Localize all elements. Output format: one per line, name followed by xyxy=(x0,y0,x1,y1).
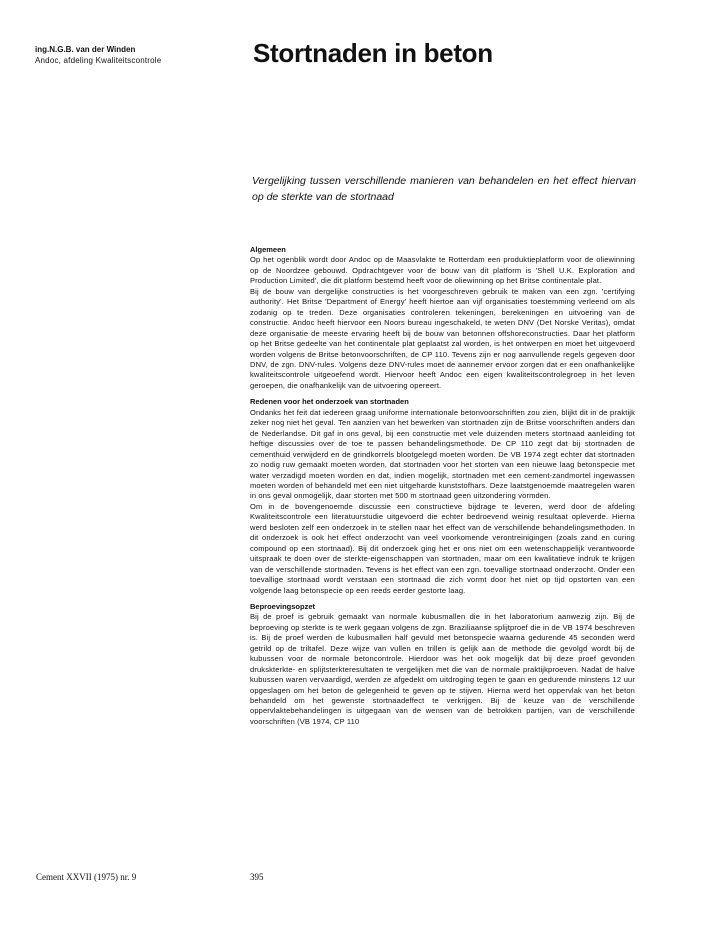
page-number: 395 xyxy=(250,872,264,882)
section-redenen xyxy=(250,397,635,596)
article-title: Stortnaden in beton xyxy=(253,38,493,68)
section-algemeen xyxy=(250,245,635,391)
author-affiliation: Andoc, afdeling Kwaliteitscontrole xyxy=(35,56,162,65)
article-body xyxy=(250,245,635,733)
article-subtitle: Vergelijking tussen verschillende manieren van behandelen en het effect hiervan op de sterkte van de stortnaad xyxy=(252,175,636,203)
section-heading: Algemeen xyxy=(250,245,286,254)
paragraph: Bij de bouw van dergelijke constructies is het voorgeschreven gebruik te maken van een zgn. 'certifying authority'. Het Britse 'Department of Energy' heeft hiertoe aan vijf organisaties toestemming verleend om als zodanig op te treden. Deze organisaties controleren tekeningen, berekeningen en uitvoering van de constructie. Andoc heeft hiervoor een Noors bureau ingeschakeld, te weten DNV (Det Norske Veritas), omdat deze organisatie de meeste ervaring heeft bij de bouw van betonnen offshoreconstructies. Daar het platform op het Britse gedeelte van het continentale plat geplaatst zal worden, is het ontwerpen en moet het uitgevoerd worden volgens de Britse betonvoorschriften, de CP 110. Tevens zijn er nog aanvullende regels gegeven door DNV, de zgn. DNV-rules. Volgens deze DNV-rules moet de aannemer ervoor zorgen dat er een onafhankelijke kwaliteitscontrole uitgeoefend wordt. Hiervoor heeft Andoc een eigen kwaliteitscontrolegroep in het leven geroepen, die onafhankelijk van de uitvoering opereert. xyxy=(250,286,635,390)
journal-footer: Cement XXVII (1975) nr. 9 xyxy=(36,872,137,882)
paragraph: Bij de proef is gebruik gemaakt van normale kubusmallen die in het laboratorium aanwezig zijn. Bij de beproeving op sterkte is te werk gegaan volgens de zgn. Braziliaanse splijtproef die in de VB 1974 beschreven is. Bij de proef werden de kubusmallen half gevuld met betonspecie waarna gedurende 45 seconden werd getrild op de triltafel. Deze wijze van vullen en trillen is gelijk aan de methode die gevolgd wordt bij de kubussen voor de normale betoncontrole. Hierdoor was het ook mogelijk dat bij deze proef gevonden drukskterkte- en splijtsterkteresultaten te vergelijken met die van de normale praktijkproeven. Nadat de halve kubussen waren vervaardigd, werden ze afgedekt om uitdroging tegen te gaan en gedurende minstens 12 uur opgeslagen om het beton de gelegenheid te geven op te stijven. Hierna werd het oppervlak van het beton behandeld om het gewenste stortnaadeffect te verkrijgen. Bij de keuze van de verschillende oppervlaktebehandelingen is uitgegaan van de wensen van de betrokken partijen, van de verschillende voorschriften (VB 1974, CP 110 xyxy=(250,612,635,726)
section-heading: Beproevingsopzet xyxy=(250,601,316,611)
paragraph: Om in de bovengenoemde discussie een constructieve bijdrage te leveren, werd door de afdeling Kwaliteitscontrole een literatuurstudie uitgevoerd die echter bedroevend weinig resultaat opleverde. Hierna werd besloten zelf een onderzoek in te stellen naar het effect van de verschillende behandelingsmethoden. In dit onderzoek is ook het effect onderzocht van veel voorkomende verontreinigingen (zoals zand en curing compound op een stortnaad). Bij dit onderzoek ging het er ons niet om een wetenschappelijk verantwoorde uitspraak te doen over de sterkte-eigenschappen van stortnaden, maar om een kwalitatieve indruk te krijgen van de verschillende stortnaden. Tevens is het effect van een zgn. toevallige stortnaad onderzocht. Onder een toevallige stortnaad wordt verstaan een stortnaad die zich vormt door het niet op tijd opstorten van een volgende laag betonspecie op een reeds eerder gestorte laag. xyxy=(250,501,635,595)
paragraph: Op het ogenblik wordt door Andoc op de Maasvlakte te Rotterdam een produktieplatform voor de oliewinning op de Noordzee gebouwd. Opdrachtgever voor de bouw van dit platform is 'Shell U.K. Exploration and Production Limited', die dit platform bestemd heeft voor de oliewinning op het Britse continentale plat. xyxy=(250,255,635,286)
section-heading: Redenen voor het onderzoek van stortnaden xyxy=(250,397,409,407)
author-block xyxy=(35,44,235,66)
section-beproevingsopzet xyxy=(250,602,635,727)
paragraph: Ondanks het feit dat iedereen graag uniforme internationale betonvoorschriften zou zien, blijkt dit in de praktijk zeker nog niet het geval. Ten aanzien van het bewerken van stortnaden zijn de Britse voorschriften anders dan de Nederlandse. Dit gaf in ons geval, bij een constructie met vele duizenden meters stortnaad aanleiding tot heftige discussies over de toe te passen behandelingsmethode. De CP 110 zegt dat bij stortnaden de cementhuid verwijderd en de grindkorrels blootgelegd moeten worden. De VB 1974 zegt echter dat stortnaden zo nodig ruw gemaakt moeten worden, dat stortnaden voor het storten van een nieuwe laag betonspecie met water verzadigd moeten worden en dat, indien mogelijk, stortnaden met een cement-zandmortel ingewassen moeten worden of behandeld met een niet uitgeharde kunststofhars. Deze laatstgenoemde maatregelen waren in ons geval onmogelijk, daar storten met 500 m stortnaad geen uitzondering vormden. xyxy=(250,407,635,501)
author-name: ing.N.G.B. van der Winden xyxy=(35,45,136,54)
